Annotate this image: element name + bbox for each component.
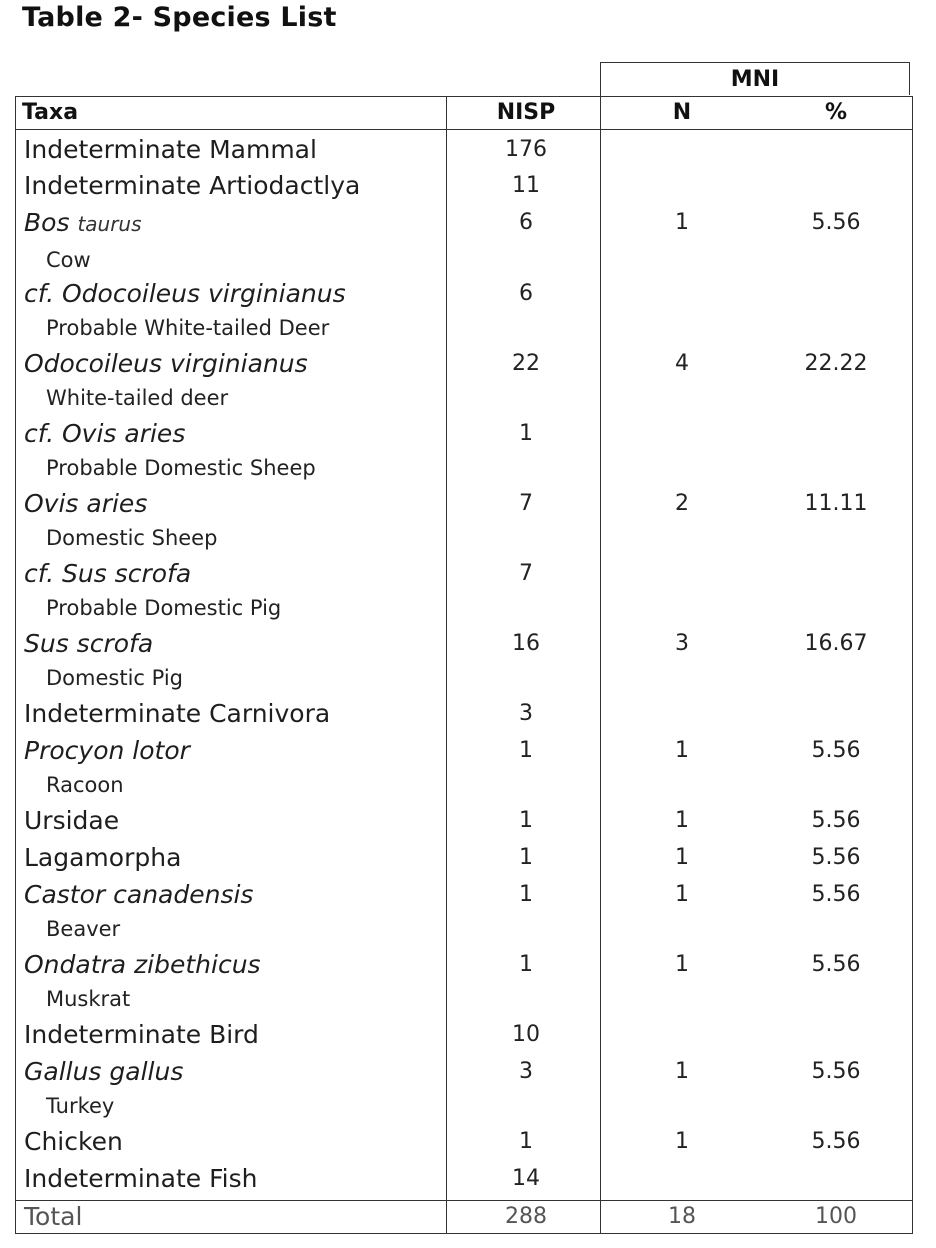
nisp-cell: 1 [519, 845, 533, 870]
mni-percent-cell: 5.56 [811, 1129, 861, 1154]
header-top-rule [15, 96, 913, 97]
mni-group-header: MNI [600, 62, 910, 95]
column-divider-taxa-nisp [446, 96, 447, 1234]
nisp-cell: 1 [519, 421, 533, 446]
common-name: Probable Domestic Sheep [46, 456, 316, 480]
taxa-genus: Bos [24, 208, 70, 237]
nisp-cell: 1 [519, 1129, 533, 1154]
taxa-cell: Indeterminate Carnivora [24, 699, 331, 728]
mni-percent-cell: 5.56 [811, 210, 861, 235]
taxa-cell: Indeterminate Bird [24, 1020, 259, 1049]
taxa-cell: Sus scrofa [24, 629, 154, 658]
taxa-cell: Procyon lotor [24, 736, 190, 765]
column-divider-nisp-mni [600, 62, 601, 1234]
column-header-taxa: Taxa [22, 100, 79, 125]
common-name: Turkey [46, 1094, 115, 1118]
column-header-percent: % [824, 100, 848, 125]
taxa-cell: Indeterminate Fish [24, 1164, 258, 1193]
common-name: Domestic Sheep [46, 526, 218, 550]
taxa-cell [24, 208, 142, 237]
column-header-nisp: NISP [496, 100, 556, 125]
total-top-rule [15, 1200, 913, 1201]
column-header-n: N [672, 100, 692, 125]
nisp-cell: 22 [512, 351, 540, 376]
nisp-cell: 1 [519, 882, 533, 907]
mni-n-cell: 2 [675, 491, 689, 516]
taxa-cell: Chicken [24, 1127, 123, 1156]
total-percent: 100 [815, 1204, 857, 1229]
taxa-cell: cf. Sus scrofa [24, 559, 192, 588]
nisp-cell: 11 [512, 173, 540, 198]
taxa-cell: Lagamorpha [24, 843, 182, 872]
mni-percent-cell: 22.22 [804, 351, 868, 376]
taxa-cell: Ondatra zibethicus [24, 950, 261, 979]
mni-n-cell: 1 [675, 1059, 689, 1084]
nisp-cell: 1 [519, 738, 533, 763]
mni-n-cell: 1 [675, 952, 689, 977]
total-n: 18 [668, 1204, 696, 1229]
total-nisp: 288 [505, 1204, 547, 1229]
common-name: Probable White-tailed Deer [46, 316, 330, 340]
taxa-cell: Odocoileus virginianus [24, 349, 308, 378]
mni-percent-cell: 5.56 [811, 738, 861, 763]
mni-percent-cell: 5.56 [811, 845, 861, 870]
nisp-cell: 6 [519, 281, 533, 306]
header-bottom-rule [15, 129, 913, 130]
nisp-cell: 3 [519, 1059, 533, 1084]
mni-n-cell: 1 [675, 210, 689, 235]
nisp-cell: 6 [519, 210, 533, 235]
mni-n-cell: 3 [675, 631, 689, 656]
nisp-cell: 7 [519, 491, 533, 516]
nisp-cell: 1 [519, 952, 533, 977]
taxa-cell: Indeterminate Artiodactlya [24, 171, 361, 200]
common-name: White-tailed deer [46, 386, 229, 410]
mni-n-cell: 4 [675, 351, 689, 376]
mni-percent-cell: 5.56 [811, 952, 861, 977]
common-name: Muskrat [46, 987, 131, 1011]
nisp-cell: 10 [512, 1022, 540, 1047]
taxa-cell: Indeterminate Mammal [24, 135, 317, 164]
mni-percent-cell: 5.56 [811, 1059, 861, 1084]
taxa-cell: Ovis aries [24, 489, 148, 518]
mni-n-cell: 1 [675, 845, 689, 870]
taxa-cell: Ursidae [24, 806, 120, 835]
mni-percent-cell: 5.56 [811, 808, 861, 833]
mni-n-cell: 1 [675, 808, 689, 833]
nisp-cell: 3 [519, 701, 533, 726]
taxa-cell: Gallus gallus [24, 1057, 184, 1086]
taxa-cell: Castor canadensis [24, 880, 254, 909]
mni-percent-cell: 11.11 [804, 491, 868, 516]
mni-n-cell: 1 [675, 738, 689, 763]
mni-percent-cell: 5.56 [811, 882, 861, 907]
common-name: Probable Domestic Pig [46, 596, 282, 620]
table-title: Table 2- Species List [22, 2, 337, 33]
nisp-cell: 1 [519, 808, 533, 833]
nisp-cell: 176 [505, 137, 547, 162]
nisp-cell: 7 [519, 561, 533, 586]
nisp-cell: 14 [512, 1166, 540, 1191]
table-bottom-rule [15, 1233, 913, 1234]
taxa-cell: cf. Odocoileus virginianus [24, 279, 346, 308]
common-name: Beaver [46, 917, 121, 941]
mni-percent-cell: 16.67 [804, 631, 868, 656]
taxa-cell: cf. Ovis aries [24, 419, 186, 448]
mni-n-cell: 1 [675, 1129, 689, 1154]
common-name: Cow [46, 248, 91, 272]
common-name: Racoon [46, 773, 124, 797]
total-label: Total [24, 1202, 83, 1231]
taxa-species: taurus [77, 212, 142, 236]
common-name: Domestic Pig [46, 666, 183, 690]
nisp-cell: 16 [512, 631, 540, 656]
mni-n-cell: 1 [675, 882, 689, 907]
